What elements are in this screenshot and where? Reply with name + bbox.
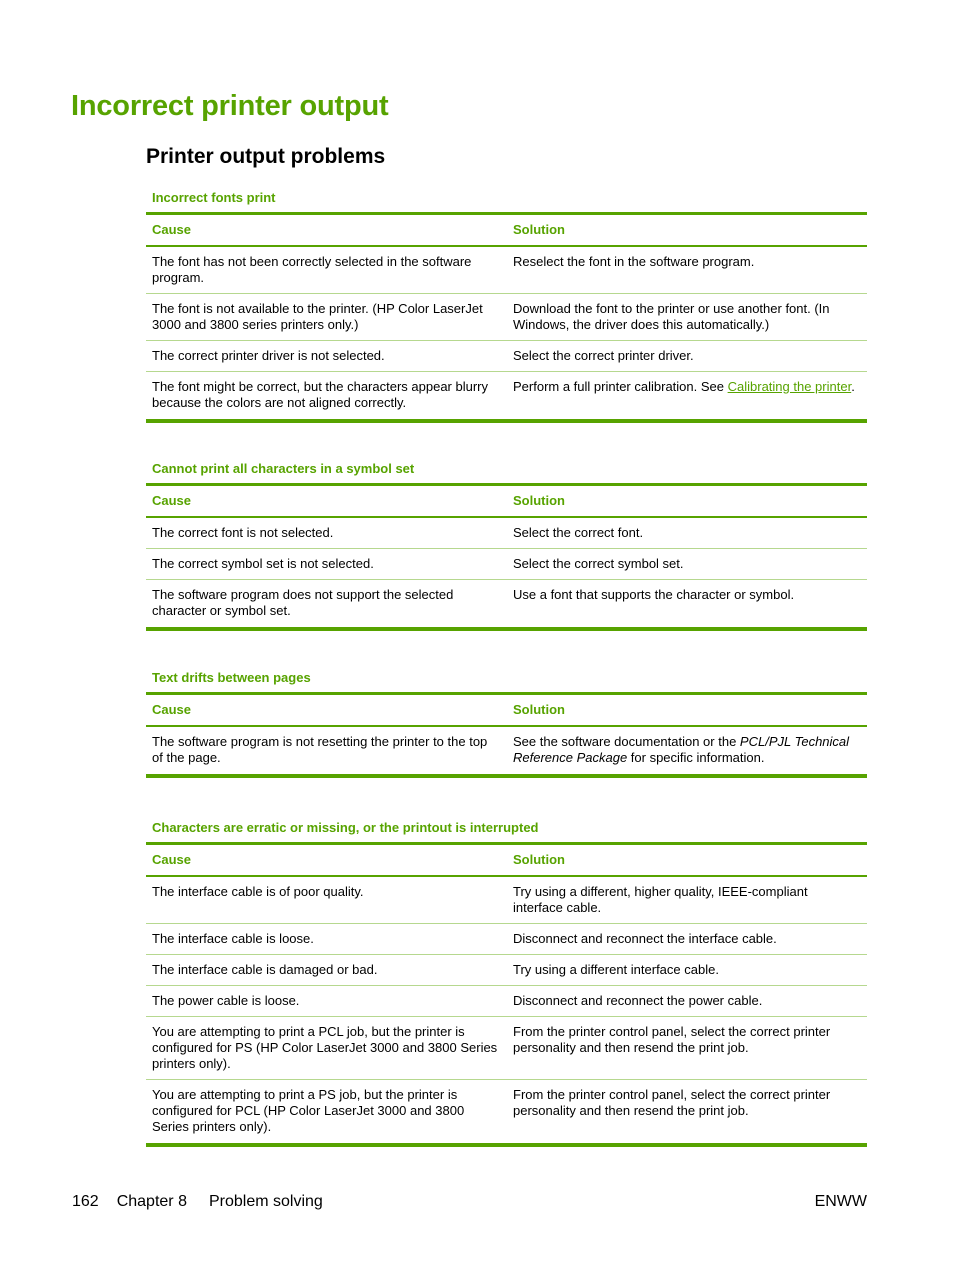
section-title: Printer output problems (146, 145, 386, 168)
table-row (146, 876, 867, 924)
cause-cell: The interface cable is loose. (146, 924, 507, 955)
solution-cell: Select the correct symbol set. (507, 549, 867, 580)
table-row (146, 580, 867, 630)
table-row (146, 986, 867, 1017)
table-row (146, 549, 867, 580)
table-row (146, 1080, 867, 1146)
cause-header: Cause (146, 694, 507, 727)
table-block-symbol-set (146, 461, 867, 631)
solution-header: Solution (507, 844, 867, 877)
table-header-row (146, 694, 867, 727)
solution-cell: Disconnect and reconnect the power cable. (507, 986, 867, 1017)
table-row (146, 372, 867, 422)
cause-cell: The font has not been correctly selected in the software program. (146, 246, 507, 294)
cause-cell: The font is not available to the printer. (HP Color LaserJet 3000 and 3800 series printers only.) (146, 294, 507, 341)
solution-cell: Reselect the font in the software program. (507, 246, 867, 294)
table-row (146, 517, 867, 549)
table-header-row (146, 844, 867, 877)
table-row (146, 246, 867, 294)
cause-cell: The interface cable is of poor quality. (146, 876, 507, 924)
table-caption: Cannot print all characters in a symbol set (152, 461, 415, 476)
solution-header: Solution (507, 214, 867, 247)
cause-header: Cause (146, 485, 507, 518)
troubleshooting-table (146, 483, 867, 631)
troubleshooting-table (146, 212, 867, 423)
chapter-title: Problem solving (208, 1193, 323, 1210)
solution-cell: From the printer control panel, select the correct printer personality and then resend the print job. (513, 1087, 831, 1118)
page-title: Incorrect printer output (71, 90, 389, 122)
table-caption: Text drifts between pages (152, 670, 311, 685)
cause-cell: The correct symbol set is not selected. (146, 549, 507, 580)
solution-cell (507, 372, 867, 422)
calibrating-printer-link[interactable]: Calibrating the printer (727, 379, 852, 394)
troubleshooting-table (146, 692, 867, 778)
reference-title: PCL/PJL Technical Reference Package (513, 734, 850, 765)
cause-cell: The interface cable is damaged or bad. (146, 955, 507, 986)
solution-header: Solution (507, 485, 867, 518)
cause-header: Cause (146, 844, 507, 877)
table-header-row (146, 214, 867, 247)
table-row (146, 924, 867, 955)
solution-cell: Use a font that supports the character or symbol. (513, 587, 795, 602)
table-row (146, 955, 867, 986)
page-number: 162 (72, 1193, 99, 1210)
troubleshooting-table (146, 842, 867, 1147)
document-id: ENWW (814, 1193, 867, 1210)
solution-cell: From the printer control panel, select the correct printer personality and then resend the print job. (507, 1017, 867, 1080)
table-row (146, 1017, 867, 1080)
table-row (146, 294, 867, 341)
solution-cell: Try using a different interface cable. (507, 955, 867, 986)
solution-text: See the software documentation or the (513, 734, 740, 749)
chapter-label: Chapter 8 (116, 1193, 187, 1210)
solution-cell: Download the font to the printer or use another font. (In Windows, the driver does this automatically.) (507, 294, 867, 341)
cause-cell: You are attempting to print a PS job, but the printer is configured for PCL (HP Color LaserJet 3000 and 3800 Series printers only). (152, 1087, 465, 1134)
table-caption: Characters are erratic or missing, or the printout is interrupted (152, 820, 539, 835)
table-block-text-drifts (146, 670, 867, 778)
table-row (146, 726, 867, 776)
solution-text-end: . (851, 379, 855, 394)
cause-cell: The correct printer driver is not selected. (146, 341, 507, 372)
solution-cell: Select the correct printer driver. (507, 341, 867, 372)
solution-cell: Select the correct font. (507, 517, 867, 549)
solution-cell: Disconnect and reconnect the interface cable. (507, 924, 867, 955)
cause-cell: The font might be correct, but the characters appear blurry because the colors are not aligned correctly. (152, 379, 489, 410)
solution-header: Solution (507, 694, 867, 727)
cause-cell: The software program does not support the selected character or symbol set. (152, 587, 454, 618)
table-header-row (146, 485, 867, 518)
solution-text-end: for specific information. (627, 750, 765, 765)
solution-cell (507, 726, 867, 776)
cause-cell: The correct font is not selected. (146, 517, 507, 549)
solution-cell: Try using a different, higher quality, IEEE-compliant interface cable. (507, 876, 867, 924)
cause-cell: You are attempting to print a PCL job, but the printer is configured for PS (HP Color LaserJet 3000 and 3800 Series printers only). (146, 1017, 507, 1080)
solution-text: Perform a full printer calibration. See (513, 379, 728, 394)
page-footer (72, 1193, 323, 1211)
table-block-erratic-characters (146, 820, 867, 1147)
table-caption: Incorrect fonts print (152, 190, 276, 205)
table-block-incorrect-fonts (146, 190, 867, 423)
cause-cell: The software program is not resetting the printer to the top of the page. (152, 734, 488, 765)
table-row (146, 341, 867, 372)
cause-cell: The power cable is loose. (146, 986, 507, 1017)
cause-header: Cause (146, 214, 507, 247)
